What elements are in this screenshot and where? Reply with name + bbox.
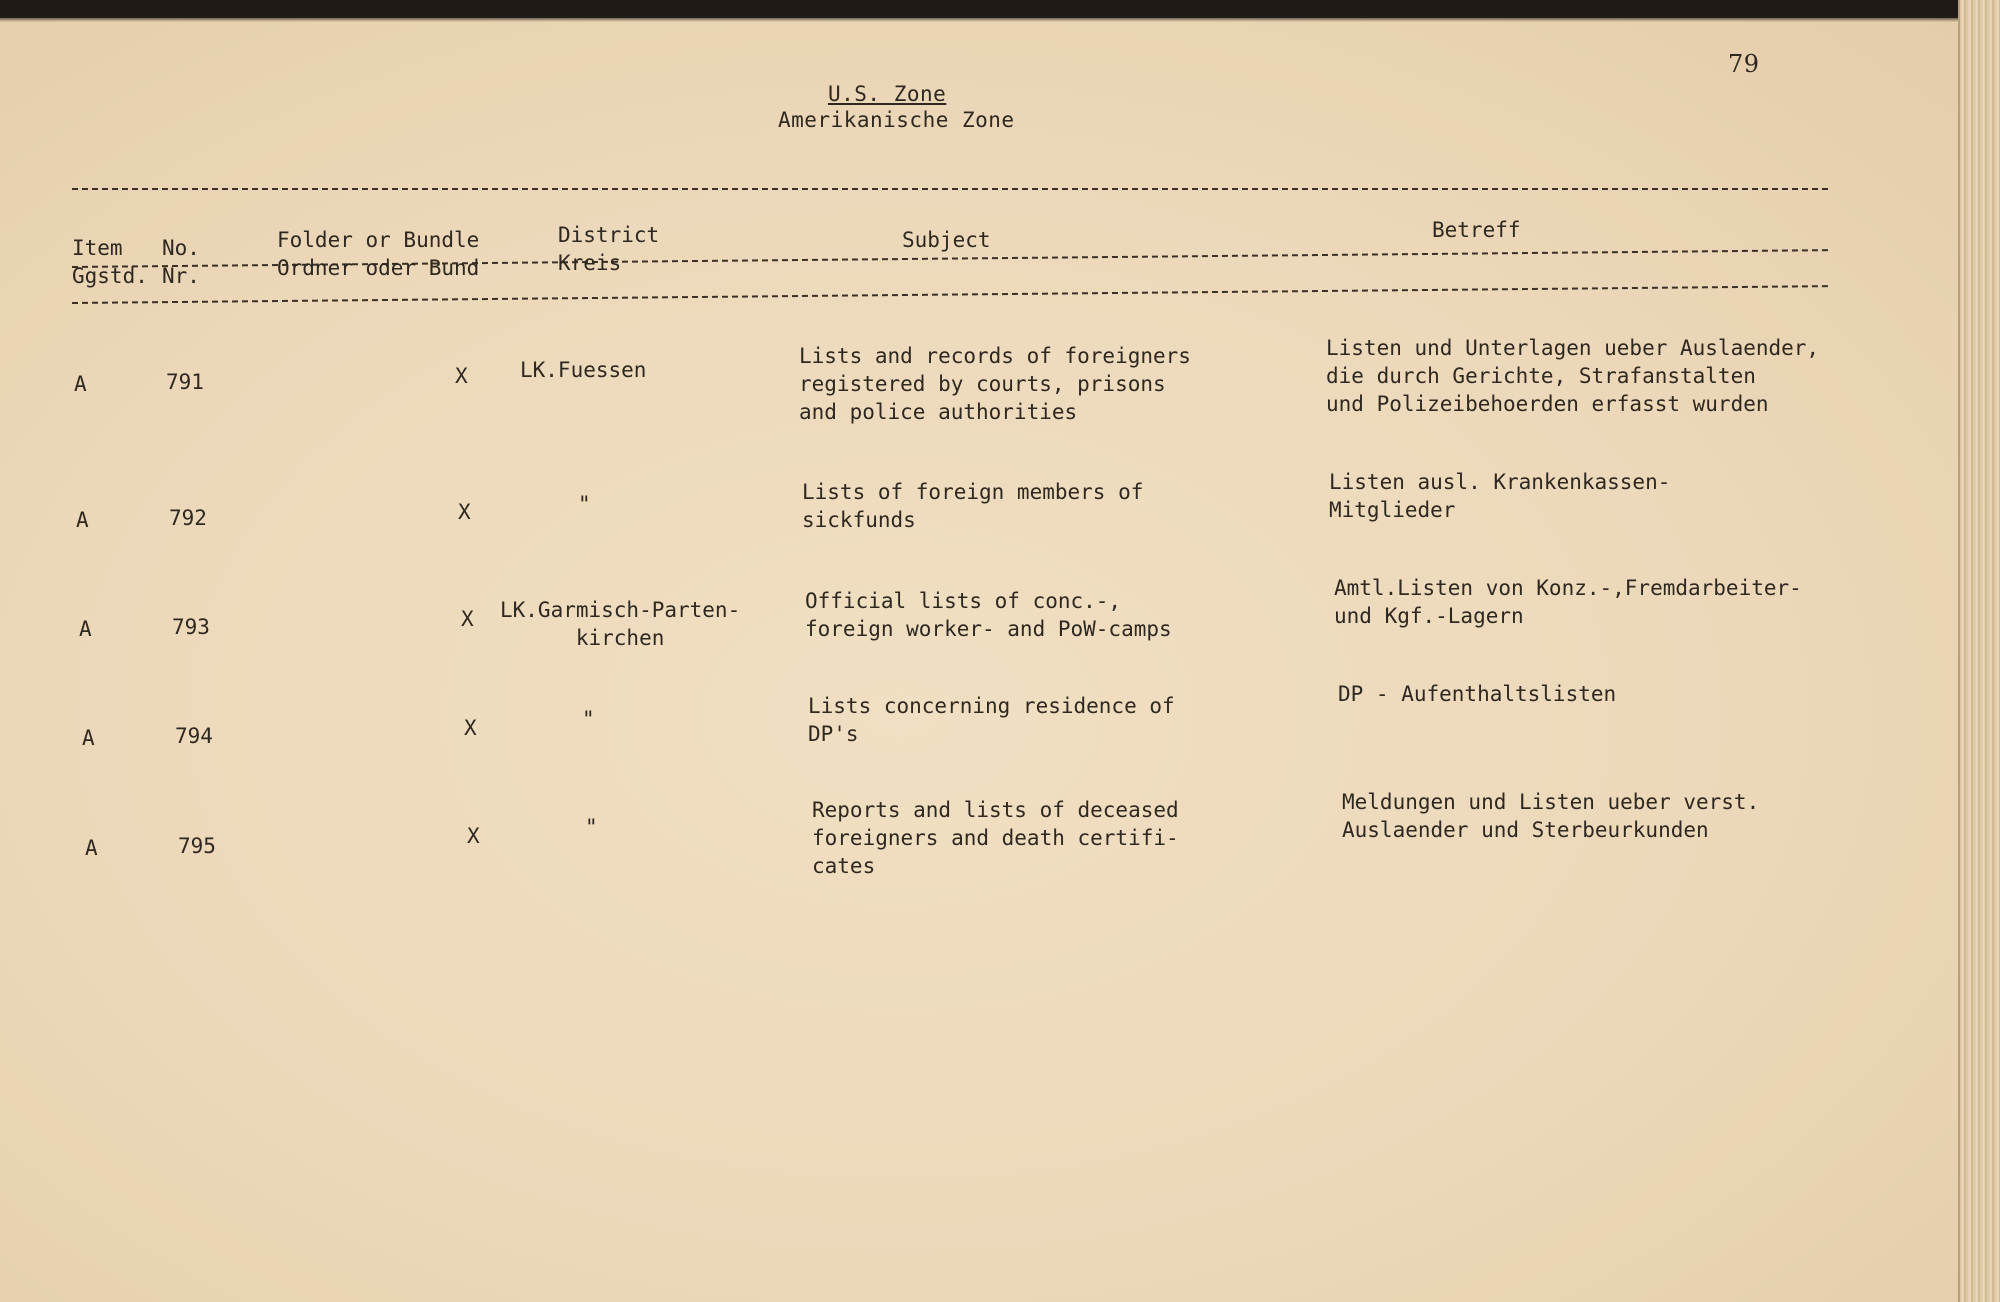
- row-item: A: [79, 617, 92, 641]
- row-item: A: [85, 836, 98, 860]
- row-subject: Lists of foreign members of sickfunds: [802, 480, 1144, 532]
- row-subject: Lists concerning residence of DP's: [808, 694, 1175, 746]
- row-folder: X: [458, 500, 471, 524]
- row-betreff: Amtl.Listen von Konz.-,Fremdarbeiter- und Kgf.-Lagern: [1334, 576, 1802, 628]
- col-header-betreff: Betreff: [1432, 218, 1521, 242]
- zone-title: U.S. Zone: [828, 82, 947, 106]
- row-item: A: [76, 508, 89, 532]
- row-betreff: Meldungen und Listen ueber verst. Auslaender und Sterbeurkunden: [1342, 790, 1760, 842]
- header-bottom-rule: [72, 285, 1828, 304]
- page-edge: [1958, 0, 2000, 1302]
- row-betreff: Listen und Unterlagen ueber Auslaender, die durch Gerichte, Strafanstalten und Polizeibehoerden erfasst wurden: [1326, 336, 1820, 416]
- row-subject: Official lists of conc.-, foreign worker- and PoW-camps: [805, 589, 1172, 641]
- row-no: 793: [172, 615, 210, 639]
- row-folder: X: [464, 716, 477, 740]
- zone-subtitle: Amerikanische Zone: [778, 108, 1015, 132]
- row-subject: Lists and records of foreigners registered by courts, prisons and police authorities: [799, 344, 1191, 424]
- row-folder: X: [461, 607, 474, 631]
- scan-top-shadow: [0, 0, 2000, 22]
- col-header-subject: Subject: [902, 228, 991, 252]
- col-header-district: District Kreis: [558, 223, 660, 275]
- col-header-no: No. Nr.: [162, 236, 200, 288]
- row-folder: X: [455, 364, 468, 388]
- row-no: 792: [169, 506, 207, 530]
- row-district: ": [578, 492, 591, 516]
- row-item: A: [74, 372, 87, 396]
- page-number: 79: [1728, 50, 1760, 78]
- row-district: LK.Garmisch-Parten- kirchen: [500, 598, 741, 650]
- row-district: ": [582, 707, 595, 731]
- row-district: LK.Fuessen: [520, 358, 647, 382]
- row-folder: X: [467, 824, 480, 848]
- row-district: ": [585, 815, 598, 839]
- row-no: 794: [175, 724, 213, 748]
- row-item: A: [82, 726, 95, 750]
- row-no: 791: [166, 370, 204, 394]
- row-no: 795: [178, 834, 216, 858]
- row-subject: Reports and lists of deceased foreigners and death certifi- cates: [812, 798, 1179, 878]
- col-header-folder: Folder or Bundle Ordner oder Bund: [277, 228, 480, 280]
- row-betreff: DP - Aufenthaltslisten: [1338, 682, 1617, 706]
- col-header-item: Item Ggstd.: [72, 236, 148, 288]
- header-top-rule: [72, 188, 1828, 190]
- row-betreff: Listen ausl. Krankenkassen- Mitglieder: [1329, 470, 1671, 522]
